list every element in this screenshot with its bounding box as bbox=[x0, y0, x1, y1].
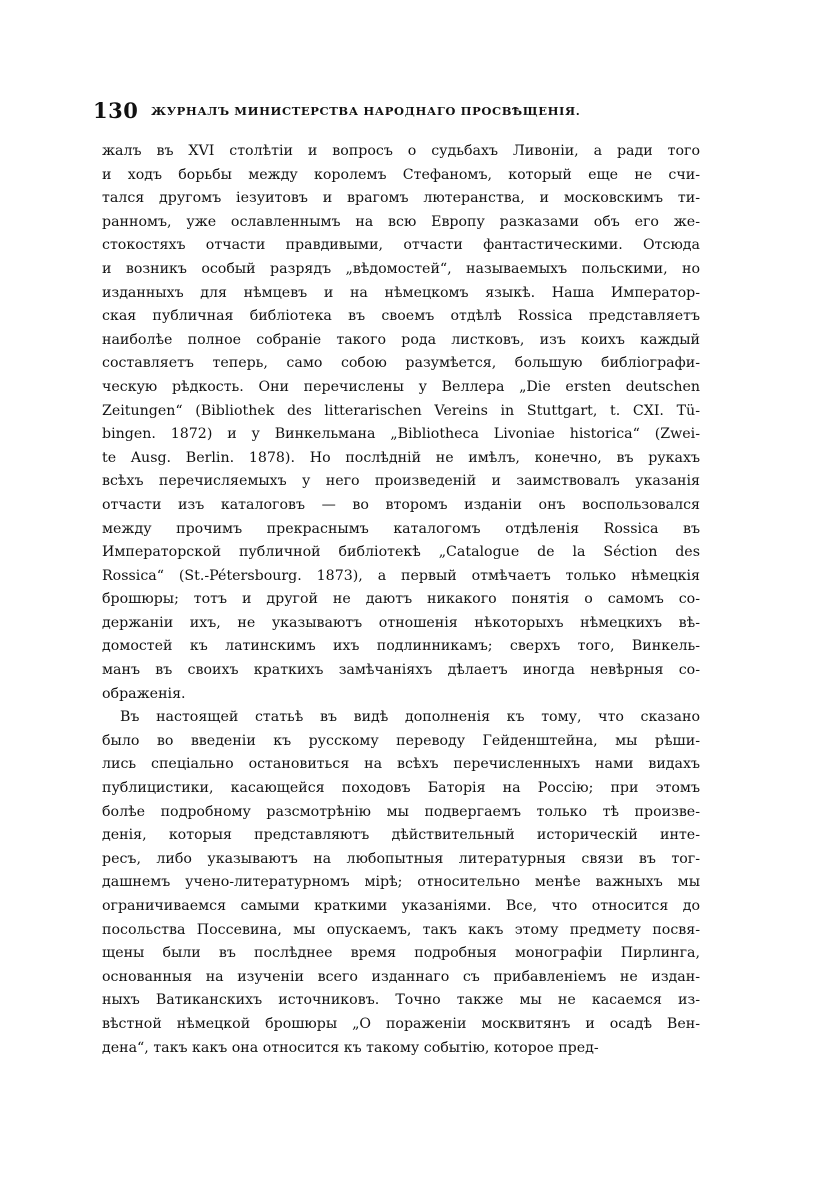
text-line: домостей къ латинскимъ ихъ подлинникамъ; сверхъ того, Винкель- bbox=[102, 638, 700, 655]
text-line: изданныхъ для нѣмцевъ и на нѣмецкомъ языкѣ. Наша Император- bbox=[102, 284, 700, 301]
text-line: te Ausg. Berlin. 1878). Но послѣдній не имѣлъ, конечно, въ рукахъ bbox=[102, 449, 700, 466]
paragraph-1 bbox=[102, 140, 700, 706]
text-line: манъ въ своихъ краткихъ замѣчаніяхъ дѣлаетъ иногда невѣрныя со- bbox=[102, 662, 700, 679]
text-line: наиболѣе полное собраніе такого рода листковъ, изъ коихъ каждый bbox=[102, 331, 700, 348]
text-line: денія, которыя представляютъ дѣйствительный историческій инте- bbox=[102, 827, 700, 844]
text-line: болѣе подробному разсмотрѣнію мы подвергаемъ только тѣ произве- bbox=[102, 803, 700, 820]
text-line: дашнемъ учено-литературномъ мірѣ; относительно менѣе важныхъ мы bbox=[102, 874, 700, 891]
text-line: дена“, такъ какъ она относится къ такому событію, которое пред- bbox=[102, 1039, 599, 1056]
text-line: ранномъ, уже ославленнымъ на всю Европу разказами объ его же- bbox=[102, 213, 700, 230]
text-line: держаніи ихъ, не указываютъ отношенія нѣкоторыхъ нѣмецкихъ вѣ- bbox=[102, 614, 700, 631]
text-line: составляетъ теперь, само собою разумѣется, большую библіографи- bbox=[102, 355, 700, 372]
paragraph-2 bbox=[102, 706, 700, 1060]
page-header bbox=[93, 98, 653, 128]
page-number: 130 bbox=[93, 98, 139, 123]
text-line: bingen. 1872) и у Винкельмана „Bibliotheca Livoniae historica“ (Zwei- bbox=[102, 426, 700, 443]
text-line: ресъ, либо указываютъ на любопытныя литературныя связи въ тог- bbox=[102, 850, 700, 867]
text-line: публицистики, касающейся походовъ Баторія на Россію; при этомъ bbox=[102, 780, 700, 797]
text-line: стокостяхъ отчасти правдивыми, отчасти фантастическими. Отсюда bbox=[102, 237, 700, 254]
text-line: брошюры; тотъ и другой не даютъ никакого понятія о самомъ со- bbox=[102, 591, 700, 608]
text-line: всѣхъ перечисляемыхъ у него произведеній и заимствовалъ указанія bbox=[102, 473, 700, 490]
text-line: ческую рѣдкость. Они перечислены у Веллера „Die ersten deutschen bbox=[102, 378, 700, 395]
text-line: Императорской публичной библіотекѣ „Catalogue de la Séction des bbox=[102, 544, 700, 561]
text-line: Rossica“ (St.-Pétersbourg. 1873), а первый отмѣчаетъ только нѣмецкія bbox=[102, 567, 700, 584]
text-line: и возникъ особый разрядъ „вѣдомостей“, называемыхъ польскими, но bbox=[102, 260, 700, 277]
running-title: ЖУРНАЛЪ МИНИСТЕРСТВА НАРОДНАГО ПРОСВѢЩЕНІЯ. bbox=[151, 104, 581, 118]
text-line: и ходъ борьбы между королемъ Стефаномъ, который еще не счи- bbox=[102, 166, 700, 183]
text-line: вѣстной нѣмецкой брошюры „О пораженіи москвитянъ и осадѣ Вен- bbox=[102, 1015, 700, 1032]
text-line: ограничиваемся самыми краткими указаніями. Все, что относится до bbox=[102, 898, 700, 914]
text-line: было во введеніи къ русскому переводу Гейденштейна, мы рѣши- bbox=[102, 732, 700, 749]
text-line: ображенія. bbox=[102, 685, 186, 702]
body-text bbox=[102, 140, 700, 1060]
text-line: ская публичная библіотека въ своемъ отдѣлѣ Rossica представляетъ bbox=[102, 308, 700, 325]
text-line: тался другомъ іезуитовъ и врагомъ лютеранства, и московскимъ ти- bbox=[102, 190, 700, 207]
text-line: Zeitungen“ (Bibliothek des litterarischen Vereins in Stuttgart, t. CXI. Tü- bbox=[102, 402, 700, 419]
text-line: посольства Поссевина, мы опускаемъ, такъ какъ этому предмету посвя- bbox=[102, 921, 700, 938]
text-line: лись спеціально остановиться на всѣхъ перечисленныхъ нами видахъ bbox=[102, 756, 700, 773]
text-line: Въ настоящей статьѣ въ видѣ дополненія къ тому, что сказано bbox=[120, 709, 700, 726]
text-line: основанныя на изученіи всего изданнаго съ прибавленіемъ не издан- bbox=[102, 968, 700, 985]
text-line: отчасти изъ каталоговъ — во второмъ изданіи онъ воспользовался bbox=[102, 496, 700, 513]
text-line: щены были въ послѣднее время подробныя монографіи Пирлинга, bbox=[102, 945, 700, 962]
text-line: между прочимъ прекраснымъ каталогомъ отдѣленія Rossica въ bbox=[102, 520, 700, 537]
text-line: жалъ въ XVI столѣтіи и вопросъ о судьбахъ Ливоніи, а ради того bbox=[102, 143, 700, 159]
text-line: ныхъ Ватиканскихъ источниковъ. Точно также мы не касаемся из- bbox=[102, 992, 700, 1009]
